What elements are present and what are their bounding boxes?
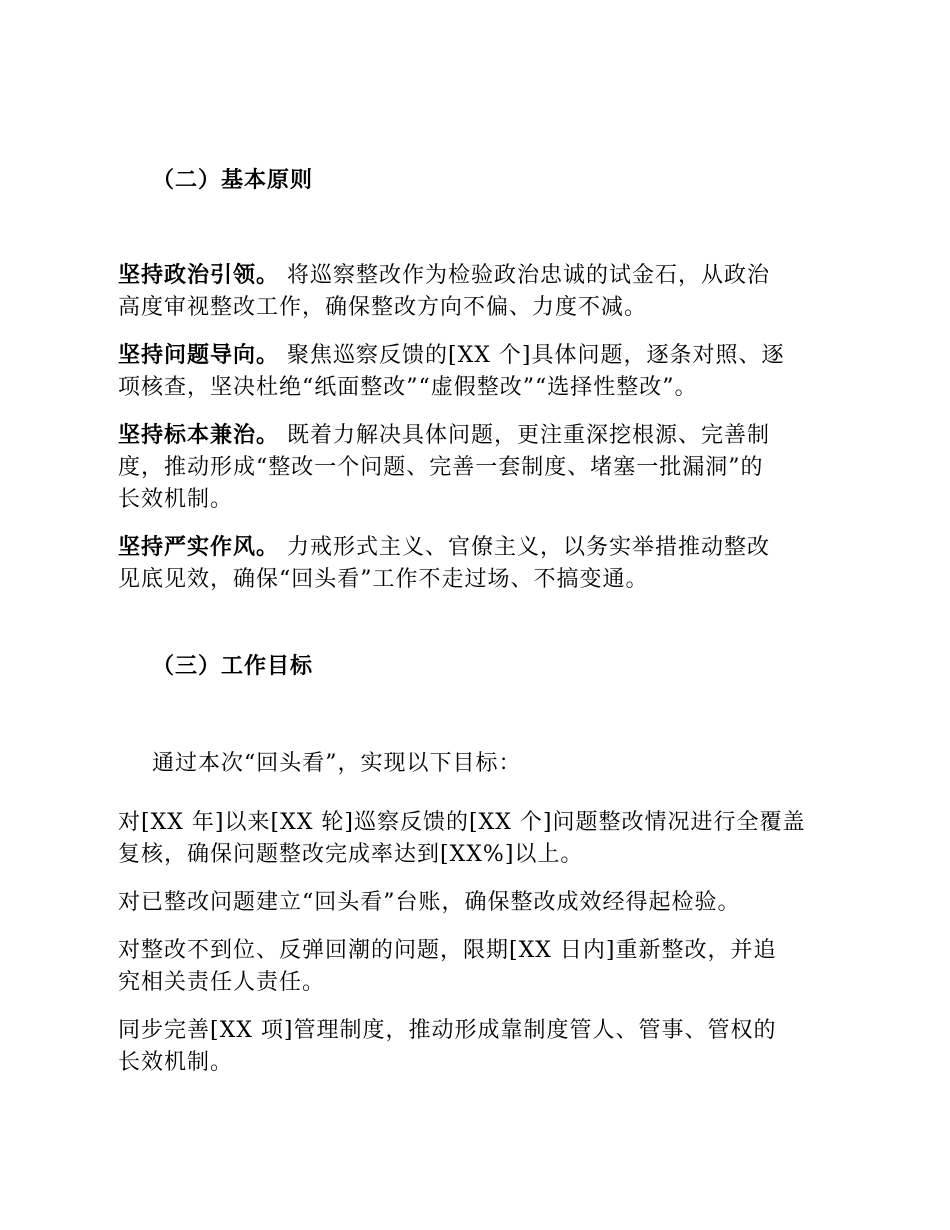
goal-item-rectify-again xyxy=(118,935,838,999)
principle-strict-style xyxy=(118,532,838,596)
principle-line: 度，推动形成“整改一个问题、完善一套制度、堵塞一批漏洞”的 xyxy=(118,455,764,480)
goal-line: 对[XX 年]以来[XX 轮]巡察反馈的[XX 个]问题整改情况进行全覆盖 xyxy=(118,810,806,835)
principle-lead: 坚持标本兼治。 xyxy=(118,423,280,448)
principle-line xyxy=(118,532,838,564)
goal-line: 复核，确保问题整改完成率达到[XX%]以上。 xyxy=(118,842,584,867)
principle-line xyxy=(118,260,838,292)
principle-line: 项核查，坚决杜绝“纸面整改”“虚假整改”“选择性整改”。 xyxy=(118,375,698,400)
goal-line: 同步完善[XX 项]管理制度，推动形成靠制度管人、管事、管权的 xyxy=(118,1018,777,1043)
goals-intro: 通过本次“回头看”，实现以下目标： xyxy=(152,751,522,776)
principle-text: 力戒形式主义、官僚主义，以务实举措推动整改 xyxy=(279,535,771,560)
principle-line xyxy=(118,420,838,452)
principle-line: 长效机制。 xyxy=(118,487,234,512)
principle-line: 高度审视整改工作，确保整改方向不偏、力度不减。 xyxy=(118,295,648,320)
principle-line: 见底见效，确保“回头看”工作不走过场、不搞变通。 xyxy=(118,567,649,592)
goal-line: 长效机制。 xyxy=(118,1050,234,1075)
goal-item-improve-system xyxy=(118,1015,838,1079)
goal-line: 对已整改问题建立“回头看”台账，确保整改成效经得起检验。 xyxy=(118,890,741,915)
principle-text: 聚焦巡察反馈的[XX 个]具体问题，逐条对照、逐 xyxy=(279,343,785,368)
principle-political-leadership xyxy=(118,260,838,324)
section-heading-work-goals: （三）工作目标 xyxy=(152,654,314,679)
principle-lead: 坚持政治引领。 xyxy=(118,263,280,288)
principle-text: 既着力解决具体问题，更注重深挖根源、完善制 xyxy=(279,423,771,448)
goal-item-ledger xyxy=(118,887,838,919)
goal-line: 对整改不到位、反弹回潮的问题，限期[XX 日内]重新整改，并追 xyxy=(118,938,777,963)
principle-text: 将巡察整改作为检验政治忠诚的试金石，从政治 xyxy=(279,263,771,288)
principle-lead: 坚持问题导向。 xyxy=(118,343,280,368)
section-heading-basic-principles: （二）基本原则 xyxy=(152,168,314,193)
principle-lead: 坚持严实作风。 xyxy=(118,535,280,560)
principle-root-and-symptom xyxy=(118,420,838,516)
principle-line xyxy=(118,340,838,372)
principle-problem-oriented xyxy=(118,340,838,404)
goal-line: 究相关责任人责任。 xyxy=(118,970,326,995)
goal-item-full-review xyxy=(118,807,838,871)
